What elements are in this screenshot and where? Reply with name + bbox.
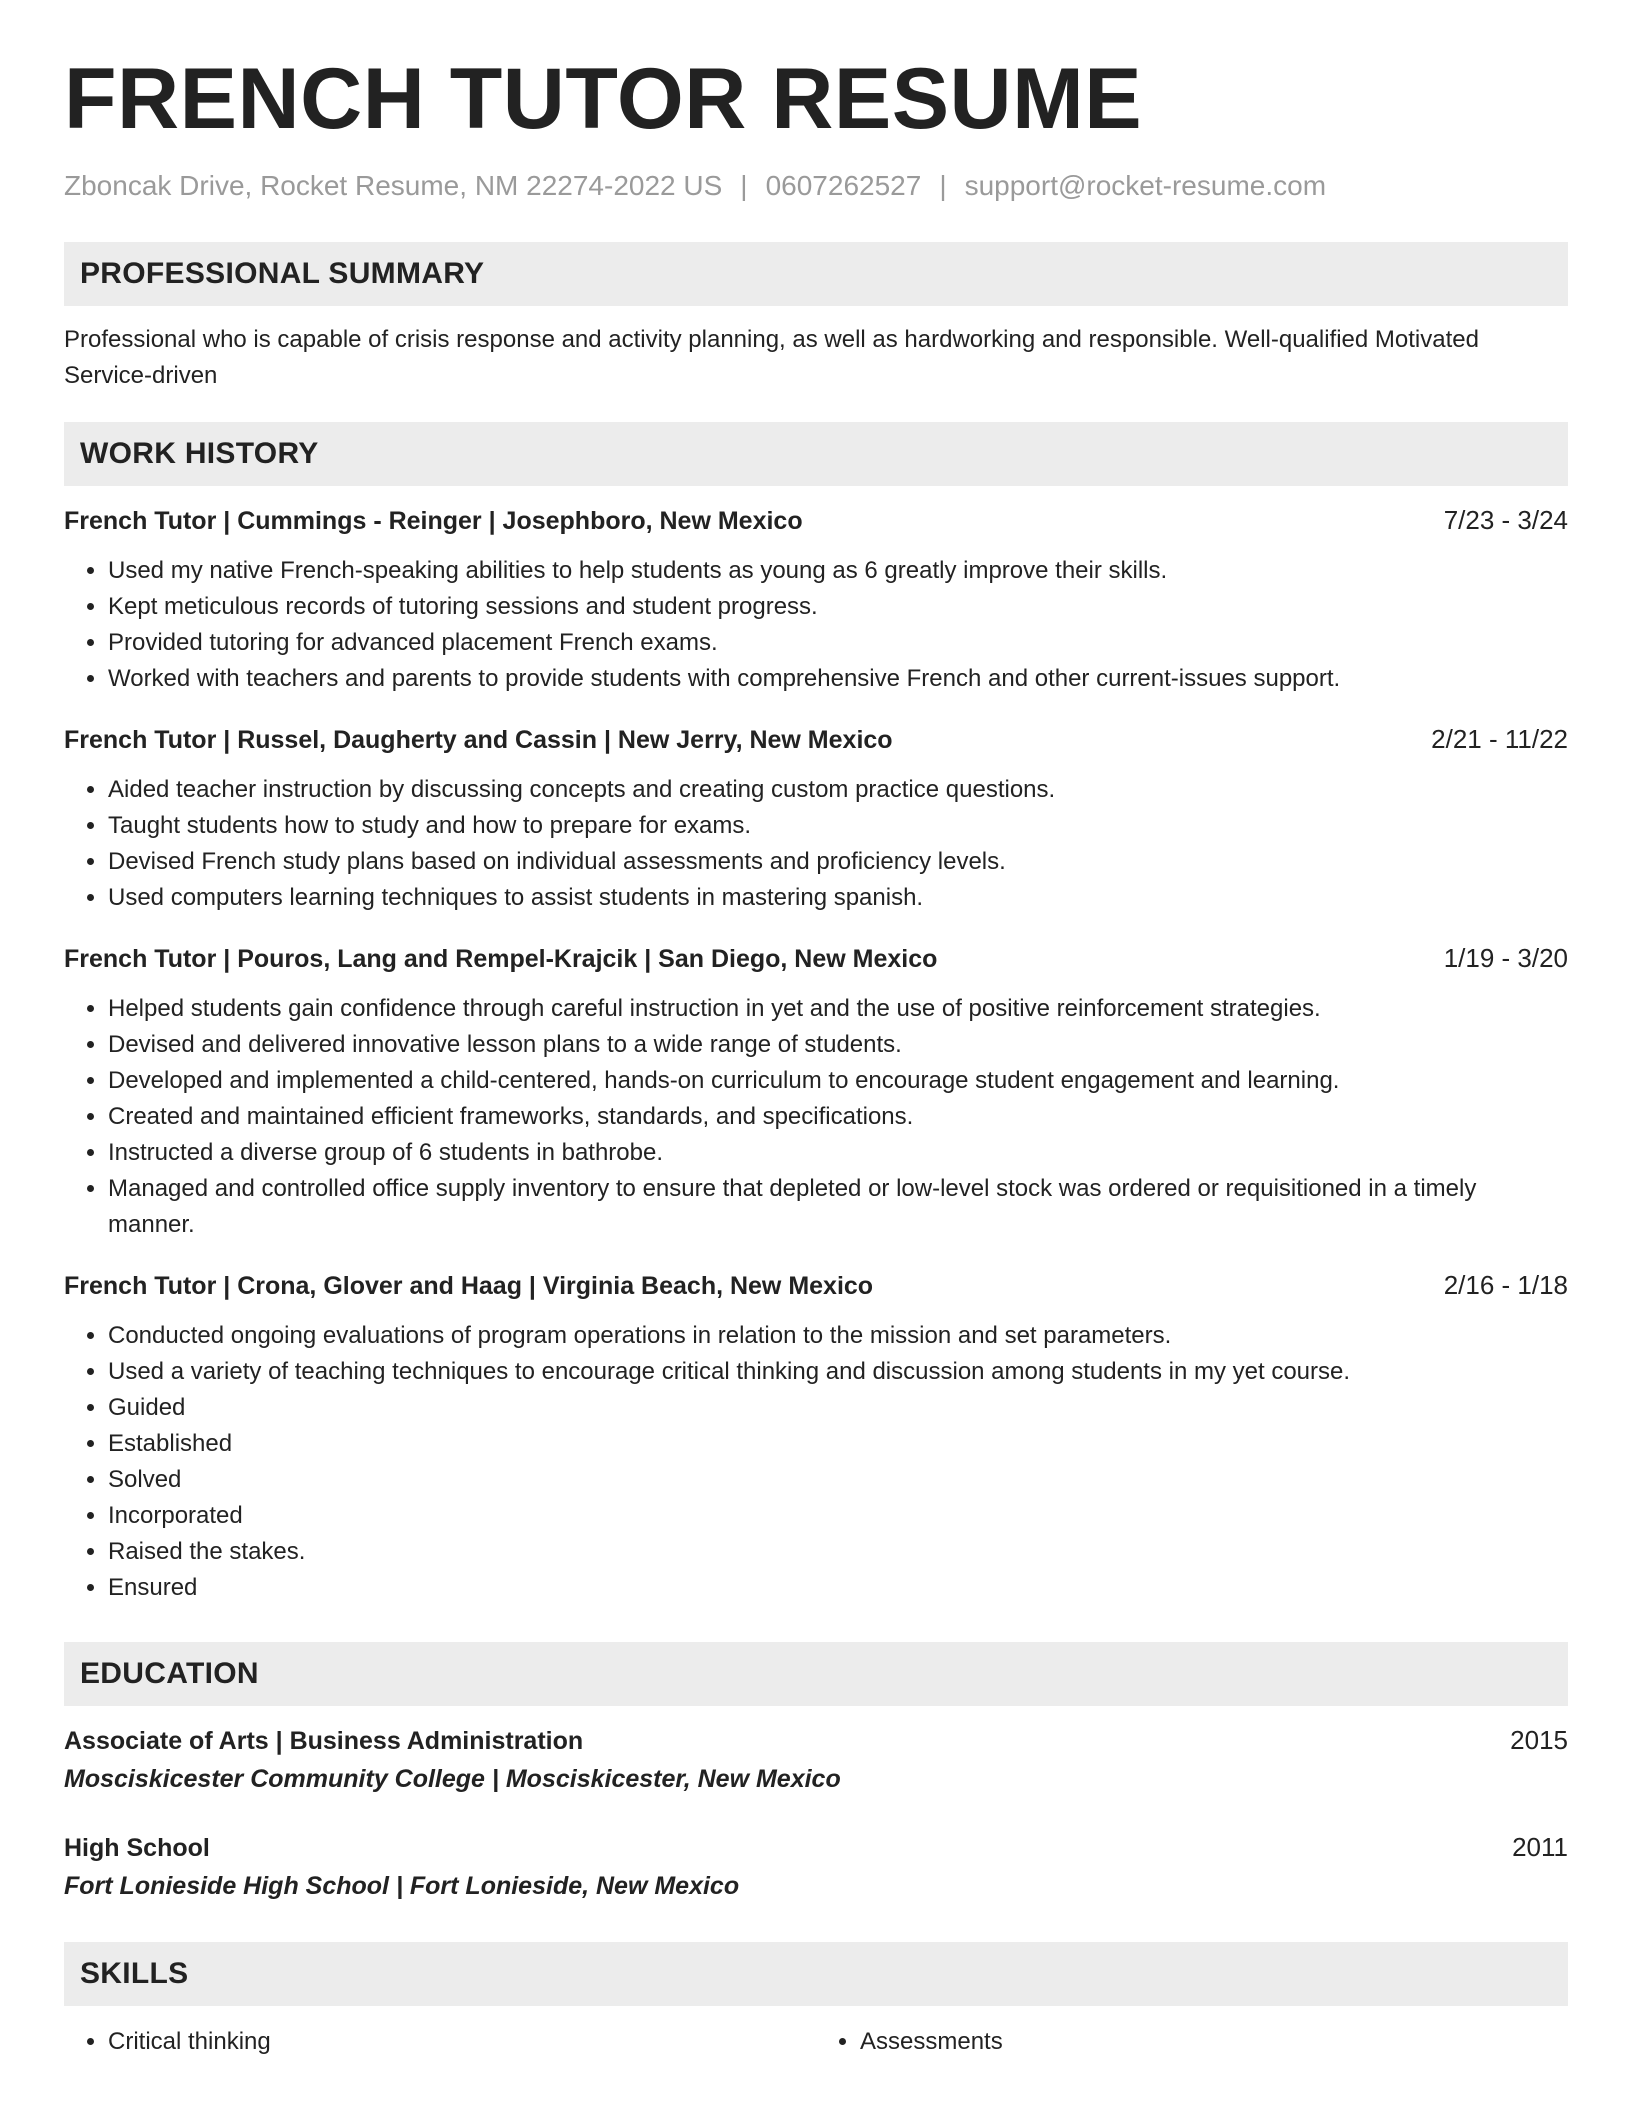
job-header [64, 502, 1568, 539]
job-bullet: • Used a variety of teaching techniques to encourage critical thinking and discussion among students in my yet course. [108, 1354, 1568, 1390]
job-bullet: • Devised French study plans based on individual assessments and proficiency levels. [108, 844, 1568, 880]
contact-phone: 0607262527 [765, 170, 922, 201]
skill-item: • Assessments [860, 2024, 1568, 2060]
job-bullets [64, 1318, 1568, 1606]
education-school: Fort Lonieside High School | Fort Lonieside, New Mexico [64, 1872, 740, 1900]
education-year: 2011 [1512, 1832, 1568, 1862]
job-bullet: • Devised and delivered innovative lesson plans to a wide range of students. [108, 1027, 1568, 1063]
job-bullet: • Helped students gain confidence through careful instruction in yet and the use of positive reinforcement strategies. [108, 991, 1568, 1027]
job-entry [64, 940, 1568, 1243]
job-bullet: • Aided teacher instruction by discussing concepts and creating custom practice questions. [108, 772, 1568, 808]
job-header [64, 1267, 1568, 1304]
job-entry [64, 721, 1568, 916]
job-entry [64, 502, 1568, 697]
job-bullet: • Developed and implemented a child-centered, hands-on curriculum to encourage student engagement and learning. [108, 1063, 1568, 1099]
education-degree: High School [64, 1834, 210, 1862]
job-dates: 2/16 - 1/18 [1443, 1270, 1568, 1300]
job-bullet: • Managed and controlled office supply inventory to ensure that depleted or low-level stock was ordered or requisitioned in a timely manner. [108, 1171, 1568, 1243]
job-bullet: • Used computers learning techniques to assist students in mastering spanish. [108, 880, 1568, 916]
education-entry [64, 1722, 1568, 1799]
education-school: Mosciskicester Community College | Mosciskicester, New Mexico [64, 1765, 841, 1793]
job-bullets [64, 991, 1568, 1243]
job-bullet: • Guided [108, 1390, 1568, 1426]
skills-column-right [816, 2024, 1568, 2060]
job-bullet: • Created and maintained efficient frameworks, standards, and specifications. [108, 1099, 1568, 1135]
job-heading: French Tutor | Pouros, Lang and Rempel-Krajcik | San Diego, New Mexico [64, 945, 938, 973]
contact-address: Zboncak Drive, Rocket Resume, NM 22274-2022 US [64, 170, 723, 201]
summary-heading: PROFESSIONAL SUMMARY [64, 242, 1568, 306]
job-dates: 2/21 - 11/22 [1431, 724, 1568, 754]
job-bullets [64, 553, 1568, 697]
education-header [64, 1722, 1568, 1759]
job-bullet: • Worked with teachers and parents to provide students with comprehensive French and other current-issues support. [108, 661, 1568, 697]
job-bullet: • Instructed a diverse group of 6 students in bathrobe. [108, 1135, 1568, 1171]
job-bullet: • Incorporated [108, 1498, 1568, 1534]
resume-title: FRENCH TUTOR RESUME [64, 51, 1143, 147]
job-bullet: • Kept meticulous records of tutoring sessions and student progress. [108, 589, 1568, 625]
contact-separator: | [939, 170, 947, 201]
job-header [64, 940, 1568, 977]
job-dates: 7/23 - 3/24 [1443, 505, 1568, 535]
contact-email: support@rocket-resume.com [964, 170, 1327, 201]
job-bullets [64, 772, 1568, 916]
education-heading: EDUCATION [64, 1642, 1568, 1706]
job-header [64, 721, 1568, 758]
summary-text: Professional who is capable of crisis response and activity planning, as well as hardworking and responsible. Well-qualified Motivated Service-driven [64, 326, 1479, 389]
skills-columns [64, 2024, 1568, 2060]
skills-section [64, 1942, 1568, 2060]
education-degree: Associate of Arts | Business Administration [64, 1727, 584, 1755]
job-heading: French Tutor | Cummings - Reinger | Josephboro, New Mexico [64, 507, 803, 535]
job-heading: French Tutor | Russel, Daugherty and Cassin | New Jerry, New Mexico [64, 726, 893, 754]
job-bullet: • Taught students how to study and how to prepare for exams. [108, 808, 1568, 844]
job-bullet: • Solved [108, 1462, 1568, 1498]
job-bullet: • Established [108, 1426, 1568, 1462]
skills-heading: SKILLS [64, 1942, 1568, 2006]
education-entry [64, 1829, 1568, 1906]
work-history-heading: WORK HISTORY [64, 422, 1568, 486]
job-bullet: • Ensured [108, 1570, 1568, 1606]
summary-section [64, 242, 1568, 394]
education-header [64, 1829, 1568, 1866]
job-dates: 1/19 - 3/20 [1443, 943, 1568, 973]
education-section [64, 1642, 1568, 1906]
job-entry [64, 1267, 1568, 1606]
education-year: 2015 [1510, 1725, 1568, 1755]
job-bullet: • Provided tutoring for advanced placement French exams. [108, 625, 1568, 661]
skills-list [816, 2024, 1568, 2060]
contact-separator: | [740, 170, 748, 201]
job-heading: French Tutor | Crona, Glover and Haag | Virginia Beach, New Mexico [64, 1272, 874, 1300]
job-bullet: • Conducted ongoing evaluations of program operations in relation to the mission and set parameters. [108, 1318, 1568, 1354]
work-history-section [64, 422, 1568, 1606]
skills-list [64, 2024, 816, 2060]
contact-line [64, 170, 1568, 202]
skill-item: • Critical thinking [108, 2024, 816, 2060]
skills-column-left [64, 2024, 816, 2060]
job-bullet: • Raised the stakes. [108, 1534, 1568, 1570]
job-bullet: • Used my native French-speaking abilities to help students as young as 6 greatly improve their skills. [108, 553, 1568, 589]
